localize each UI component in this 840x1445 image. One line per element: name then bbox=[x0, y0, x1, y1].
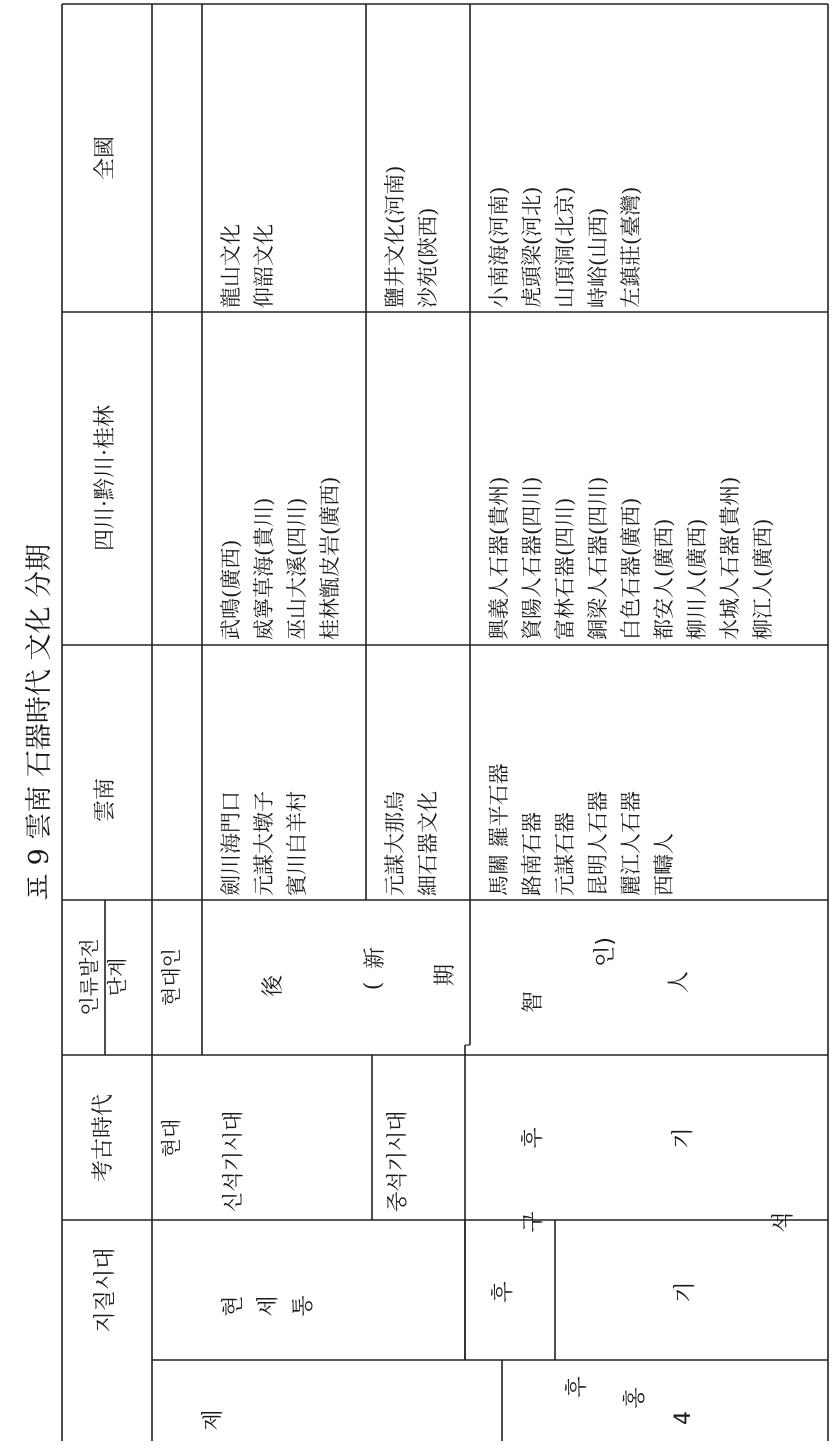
arch-modern: 현대 bbox=[159, 1118, 183, 1158]
geologic-holocene-char: 세 bbox=[256, 1295, 281, 1317]
yunnan-neolithic-item: 元謀大墩子 bbox=[252, 791, 276, 896]
header-sichuan-guizhou-guilin: 四川·黔川·桂林 bbox=[93, 405, 118, 551]
arch-late-paleolithic-char: 석 bbox=[771, 1211, 796, 1233]
geologic-late-char: 후 bbox=[565, 1376, 590, 1398]
sichuan-neolithic-item: 武鳴(廣西) bbox=[219, 539, 243, 640]
table-grid bbox=[62, 4, 828, 1441]
yunnan-mesolithic-item: 元謀大那烏 bbox=[383, 791, 407, 896]
arch-late-paleolithic-char: 구 bbox=[521, 1211, 546, 1233]
header-human-stage-1: 인류발전 bbox=[77, 938, 101, 1016]
yunnan-late-paleolithic-item: 西疇人 bbox=[652, 833, 676, 896]
national-mesolithic-item: 鹽井文化(河南) bbox=[383, 165, 407, 308]
yunnan-late-paleolithic-item: 馬關 羅平石器 bbox=[487, 763, 511, 896]
national-late-paleolithic-item: 左鎮莊(臺灣) bbox=[619, 186, 643, 308]
arch-mesolithic: 중석기시대 bbox=[385, 1110, 409, 1212]
sichuan-late-paleolithic-item: 資陽人石器(四川) bbox=[520, 476, 544, 640]
human-stage-char: ( bbox=[361, 981, 386, 991]
national-mesolithic-item: 沙苑(陝西) bbox=[416, 207, 440, 308]
sichuan-late-paleolithic-item: 銅梁人石器(四川) bbox=[586, 476, 610, 640]
sichuan-late-paleolithic-item: 水城人石器(貴州) bbox=[718, 476, 742, 640]
arch-late-paleolithic-char: 후 bbox=[521, 1127, 546, 1149]
yunnan-neolithic-item: 劍川海門口 bbox=[219, 791, 243, 896]
human-stage-char: 인) bbox=[593, 937, 618, 967]
sichuan-neolithic-item: 威寧草海(貴川) bbox=[252, 497, 276, 640]
sichuan-neolithic-item: 桂林甑皮岩(廣西) bbox=[318, 476, 342, 640]
sichuan-late-paleolithic-item: 柳川人(廣西) bbox=[685, 518, 709, 640]
human-stage-char: 新 bbox=[363, 946, 388, 970]
table-body bbox=[201, 166, 796, 1431]
sichuan-neolithic-item: 巫山大溪(四川) bbox=[285, 497, 309, 640]
national-neolithic-item: 仰韶文化 bbox=[252, 224, 276, 308]
national-late-paleolithic-item: 小南海(河南) bbox=[487, 186, 511, 308]
geologic-era-suffix: 제 bbox=[201, 1409, 226, 1431]
human-stage-char: 人 bbox=[667, 970, 692, 994]
table-title: 표 9 雲南 石器時代 文化 分期 bbox=[24, 543, 55, 901]
header-yunnan: 雲南 bbox=[93, 777, 118, 823]
national-late-paleolithic-item: 峙峪(山西) bbox=[586, 207, 610, 308]
yunnan-late-paleolithic-item: 麗江人石器 bbox=[619, 791, 643, 896]
sichuan-late-paleolithic-item: 白色石器(廣西) bbox=[619, 497, 643, 640]
yunnan-late-paleolithic-item: 昆明人石器 bbox=[586, 791, 610, 896]
national-late-paleolithic-item: 山頂洞(北京) bbox=[553, 186, 577, 308]
header-archaeological-era: 考古時代 bbox=[91, 1093, 116, 1183]
human-stage-char: 後 bbox=[261, 974, 286, 998]
yunnan-mesolithic-item: 細石器文化 bbox=[416, 791, 440, 896]
arch-late-paleolithic-char: 기 bbox=[671, 1127, 696, 1149]
national-late-paleolithic-item: 虎頭梁(河北) bbox=[520, 186, 544, 308]
header-geologic-era: 지질시대 bbox=[93, 1247, 118, 1333]
rotated-text-layer bbox=[24, 136, 796, 1431]
yunnan-neolithic-item: 賓川白羊村 bbox=[285, 791, 309, 896]
human-modern-human: 현대인 bbox=[159, 948, 183, 1006]
geologic-holocene-char: 통 bbox=[291, 1295, 316, 1317]
sichuan-late-paleolithic-item: 富林石器(四川) bbox=[553, 497, 577, 640]
national-neolithic-item: 龍山文化 bbox=[219, 224, 243, 308]
sichuan-late-paleolithic-item: 柳江人(廣西) bbox=[751, 518, 775, 640]
human-stage-char: 智 bbox=[521, 990, 546, 1014]
sichuan-late-paleolithic-item: 都安人(廣西) bbox=[652, 518, 676, 640]
geologic-holocene-char: 현 bbox=[221, 1295, 246, 1317]
header-human-stage-2: 단계 bbox=[105, 957, 129, 997]
geologic-late-char: 기 bbox=[673, 1281, 698, 1303]
sichuan-late-paleolithic-item: 興義人石器(貴州) bbox=[487, 476, 511, 640]
arch-neolithic: 신석기시대 bbox=[221, 1110, 245, 1212]
yunnan-late-paleolithic-item: 元謀石器 bbox=[553, 812, 577, 896]
header-whole-country: 全國 bbox=[93, 135, 118, 181]
geologic-pleistocene-char: 홍 bbox=[623, 1387, 648, 1409]
geologic-era-number: 4 bbox=[671, 1411, 696, 1425]
yunnan-late-paleolithic-item: 路南石器 bbox=[520, 812, 544, 896]
human-stage-char: 期 bbox=[433, 963, 458, 987]
geologic-late-char: 후 bbox=[491, 1281, 516, 1303]
